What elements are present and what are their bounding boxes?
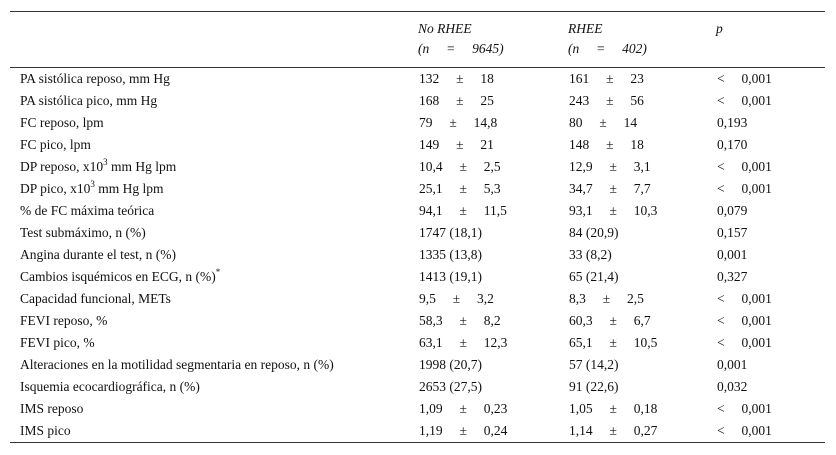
row-label: FC pico, lpm [20, 137, 91, 152]
value-rhee: 12,9 ± 3,1 [569, 159, 651, 174]
value-no-rhee: 149 ± 21 [419, 137, 494, 152]
value-rhee: 60,3 ± 6,7 [569, 313, 651, 328]
row-label: PA sistólica reposo, mm Hg [20, 71, 170, 86]
row-label-superscript: * [215, 267, 221, 277]
value-rhee: 65 (21,4) [569, 269, 619, 284]
value-no-rhee: 1998 (20,7) [419, 357, 482, 372]
value-p: < 0,001 [717, 93, 772, 108]
row-label: FEVI reposo, % [20, 313, 108, 328]
table-row [10, 90, 825, 112]
value-no-rhee: 2653 (27,5) [419, 379, 482, 394]
table-row [10, 244, 825, 266]
value-p: 0,327 [717, 269, 748, 284]
value-no-rhee: 63,1 ± 12,3 [419, 335, 508, 350]
value-no-rhee: 1,19 ± 0,24 [419, 423, 508, 438]
value-no-rhee: 58,3 ± 8,2 [419, 313, 501, 328]
value-no-rhee: 1335 (13,8) [419, 247, 482, 262]
header-p-title: p [716, 21, 723, 36]
table-row [10, 112, 825, 134]
value-p: < 0,001 [717, 71, 772, 86]
value-no-rhee: 94,1 ± 11,5 [419, 203, 507, 218]
row-label [10, 266, 418, 288]
value-rhee: 80 ± 14 [569, 115, 638, 130]
value-p: < 0,001 [717, 423, 772, 438]
table-row [10, 222, 825, 244]
row-label-superscript: 3 [90, 179, 95, 189]
value-p: < 0,001 [717, 181, 772, 196]
value-p: 0,157 [717, 225, 748, 240]
row-label: FEVI pico, % [20, 335, 95, 350]
row-label: IMS pico [20, 423, 71, 438]
value-no-rhee: 1413 (19,1) [419, 269, 482, 284]
table-row [10, 288, 825, 310]
table-row [10, 398, 825, 420]
table-row [10, 200, 825, 222]
row-label: Alteraciones en la motilidad segmentaria en reposo, n (%) [20, 357, 334, 372]
value-rhee: 33 (8,2) [569, 247, 612, 262]
value-rhee: 93,1 ± 10,3 [569, 203, 658, 218]
results-table-container [10, 11, 825, 443]
value-p: 0,193 [717, 115, 748, 130]
table-row [10, 156, 825, 178]
value-no-rhee: 25,1 ± 5,3 [419, 181, 501, 196]
value-p: 0,170 [717, 137, 748, 152]
value-no-rhee: 1747 (18,1) [419, 225, 482, 240]
table-header [10, 12, 825, 68]
header-rhee [568, 12, 716, 68]
table-row [10, 134, 825, 156]
row-label [10, 156, 418, 178]
row-label-text: DP reposo, x10 [20, 159, 104, 174]
table-row [10, 178, 825, 200]
value-rhee: 148 ± 18 [569, 137, 644, 152]
results-table [10, 11, 825, 443]
row-label: FC reposo, lpm [20, 115, 104, 130]
value-no-rhee: 1,09 ± 0,23 [419, 401, 508, 416]
row-label: Angina durante el test, n (%) [20, 247, 176, 262]
header-p [716, 12, 825, 68]
value-no-rhee: 79 ± 14,8 [419, 115, 498, 130]
table-row [10, 68, 825, 91]
value-p: < 0,001 [717, 401, 772, 416]
row-label: IMS reposo [20, 401, 84, 416]
value-rhee: 84 (20,9) [569, 225, 619, 240]
header-no-rhee [418, 12, 568, 68]
value-p: 0,001 [717, 247, 748, 262]
table-row [10, 266, 825, 288]
header-no-rhee-n: (n = 9645) [418, 41, 504, 56]
row-label: % de FC máxima teórica [20, 203, 155, 218]
value-rhee: 243 ± 56 [569, 93, 644, 108]
row-label-text: Cambios isquémicos en ECG, n (%) [20, 269, 216, 284]
value-rhee: 161 ± 23 [569, 71, 644, 86]
row-label-suffix: mm Hg lpm [94, 181, 164, 196]
table-row [10, 310, 825, 332]
value-rhee: 1,05 ± 0,18 [569, 401, 658, 416]
row-label: PA sistólica pico, mm Hg [20, 93, 158, 108]
value-rhee: 8,3 ± 2,5 [569, 291, 644, 306]
row-label: Test submáximo, n (%) [20, 225, 146, 240]
row-label [10, 178, 418, 200]
header-variable [10, 12, 418, 68]
value-p: 0,032 [717, 379, 748, 394]
value-p: < 0,001 [717, 335, 772, 350]
value-no-rhee: 168 ± 25 [419, 93, 494, 108]
header-no-rhee-title: No RHEE [418, 21, 472, 36]
value-rhee: 91 (22,6) [569, 379, 619, 394]
value-p: 0,001 [717, 357, 748, 372]
row-label: Capacidad funcional, METs [20, 291, 171, 306]
table-row [10, 420, 825, 443]
value-rhee: 57 (14,2) [569, 357, 619, 372]
row-label-superscript: 3 [103, 157, 108, 167]
value-p: < 0,001 [717, 291, 772, 306]
value-p: 0,079 [717, 203, 748, 218]
value-p: < 0,001 [717, 159, 772, 174]
table-row [10, 354, 825, 376]
value-p: < 0,001 [717, 313, 772, 328]
value-rhee: 34,7 ± 7,7 [569, 181, 651, 196]
value-no-rhee: 9,5 ± 3,2 [419, 291, 494, 306]
value-no-rhee: 132 ± 18 [419, 71, 494, 86]
table-row [10, 376, 825, 398]
table-row [10, 332, 825, 354]
header-row [10, 12, 825, 68]
value-no-rhee: 10,4 ± 2,5 [419, 159, 501, 174]
row-label-text: DP pico, x10 [20, 181, 91, 196]
row-label: Isquemia ecocardiográfica, n (%) [20, 379, 200, 394]
header-rhee-title: RHEE [568, 21, 603, 36]
header-rhee-n: (n = 402) [568, 41, 647, 56]
value-rhee: 1,14 ± 0,27 [569, 423, 658, 438]
value-rhee: 65,1 ± 10,5 [569, 335, 658, 350]
row-label-suffix: mm Hg lpm [107, 159, 177, 174]
table-body [10, 68, 825, 443]
